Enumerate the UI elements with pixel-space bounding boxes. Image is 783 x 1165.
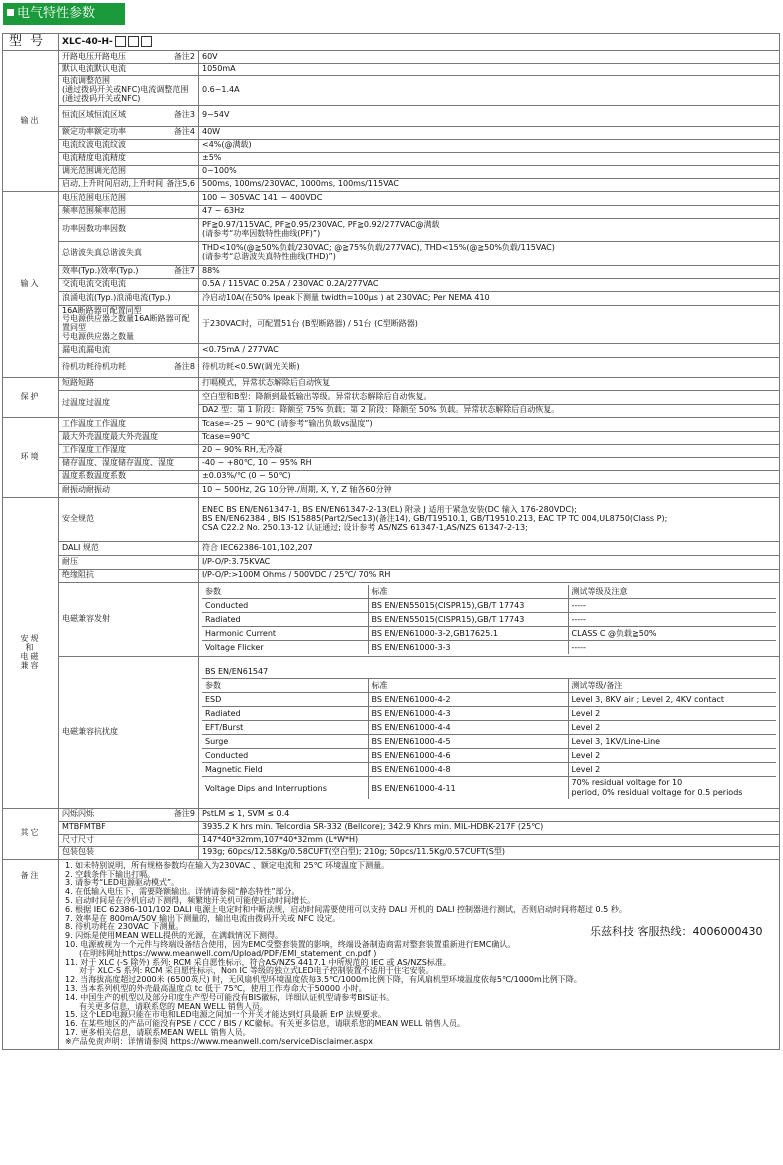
emc-cell: Conducted [202,749,368,763]
remark-line: 16. 在某些地区的产品可能没有PSE / CCC / BIS / KC徽标。有关更多信息，请联系您的MEAN WELL 销售人员。 [65,1019,466,1029]
input-category: 输入 [3,191,59,377]
output-section [3,51,780,191]
section-title: 电气特性参数 [17,6,96,21]
spec-label [59,305,199,343]
emc-cell: BS EN/EN61000-4-2 [368,693,568,707]
remark-line: 7. 效率是在 800mA/50V 输出下测量的，输出电流由拨码开关或 NFC 设定。 [65,913,341,923]
spec-label-text: 频率范围频率范围 [62,206,126,216]
spec-value: Tcase=90℃ [199,431,780,444]
dali-value: 符合 IEC62386-101,102,207 [199,541,780,555]
emc-cell: Level 2 [568,707,776,721]
spec-value: PF≧0.97/115VAC, PF≧0.95/230VAC, PF≧0.92/277VAC@满载 (请参考“功率因数特性曲线(PF)”) [199,218,780,241]
option-box-icon [115,36,126,47]
others-category: 其它 [3,808,59,859]
spec-label [59,76,199,105]
emc-cell: BS EN/EN61000-3-2,GB17625.1 [368,626,568,640]
spec-label-text: 工作温度工作温度 [62,418,126,428]
spec-label-text: 最大外壳温度最大外壳温度 [62,432,158,442]
emc-cell: ----- [568,612,776,626]
emc-cell: Radiated [202,707,368,721]
remark-line: 9. 闪烁是使用MEAN WELL提供的光源，在满载情况下测得。 [65,931,284,941]
spec-label-text: 额定功率额定功率 [62,127,126,137]
spec-label-text: 浪涌电流(Typ.)浪涌电流(Typ.) [62,292,171,302]
spec-label [59,241,199,265]
remark-line: ※产品免责声明：详情请参阅 https://www.meanwell.com/serviceDisclaimer.aspx [65,1036,373,1046]
spec-label-text: 电流纹波电流纹波 [62,140,126,150]
table-row [202,721,776,735]
spec-label-text: 过温度过温度 [62,398,110,408]
spec-value: ±5% [199,152,780,165]
spec-label-text: 开路电压开路电压 [62,51,126,61]
emc-subtable [202,585,776,654]
spec-label [59,152,199,165]
spec-label [59,457,199,470]
emc-cell: Conducted [202,598,368,612]
remark-line: 13. 当本系列机型的外壳最高温度点 tc 低于 75℃，使用工作寿命大于50000 小时。 [65,984,367,994]
table-row [202,749,776,763]
spec-value: DA2 型：第 1 阶段：降额至 75% 负载；第 2 阶段：降额至 50% 负载。异常状态解除后自动恢复。 [199,404,780,417]
spec-value: Tcase=-25 ~ 90℃ (请参考“输出负载vs温度”) [199,417,780,431]
remark-line: 12. 当海拔高度超过2000米 (6500英尺) 时，无风扇机型环境温度依每3.5℃/1000m比例下降，有风扇机型环境温度依每5℃/1000m比例下降。 [65,975,582,985]
remark-line: 有关更多信息，请联系您的 MEAN WELL 销售人员。 [79,1001,268,1011]
others-section [3,808,780,859]
emc-cell: ----- [571,642,586,652]
emc-header-cell: 测试等级及注意 [568,585,776,599]
emc-cell: Level 2 [568,763,776,777]
emc-cell: ESD [202,693,368,707]
spec-label-text: 温度系数温度系数 [62,471,126,481]
spec-note: 备注2 [173,51,195,61]
remark-line: 17. 更多相关信息，请联系MEAN WELL 销售人员。 [65,1028,251,1038]
remarks-content [59,859,780,1049]
emc-subtable-cell [199,656,780,808]
spec-label-text: 16A断路器可配置同型 号电源供应器之数量16A断路器可配置同型 号电源供应器之数量 [62,305,190,342]
spec-label-text: 电流精度电流精度 [62,153,126,163]
spec-label [59,51,199,64]
spec-label-text: 电压范围电压范围 [62,192,126,202]
spec-label-text: 交流电流交流电流 [62,279,126,289]
remark-line: 14. 中国生产的机型以及部分印度生产型号可能没有BIS徽标，详细认证机型请参考BIS证书。 [65,992,395,1002]
spec-value: 100 ~ 305VAC 141 ~ 400VDC [199,191,780,205]
spec-note: 备注9 [173,809,195,819]
emc-cell: Surge [202,735,368,749]
emc-header-cell: 参数 [202,679,368,693]
emc-cell: Level 3, 8KV air ; Level 2, 4KV contact [568,693,776,707]
emc-cell: BS EN/EN61000-4-11 [368,777,568,800]
spec-label-text: 待机功耗待机功耗 [62,361,126,371]
emc-cell: 70% residual voltage for 10 period, 0% residual voltage for 0.5 periods [571,778,743,798]
spec-value: 空白型和B型：降额到最低输出等级。异常状态解除后自动恢复。 [199,390,780,404]
protection-category: 保护 [3,377,59,417]
spec-table [2,33,780,1050]
remark-line: 15. 这个LED电源只能在市电和LED电源之间加一个开关才能达到灯具最新 ErP 法规要求。 [65,1010,386,1020]
emc-standard: BS EN/EN61547 [202,665,776,679]
spec-value: 3935.2 K hrs min. Telcordia SR-332 (Bellcore); 342.9 Khrs min. MIL-HDBK-217F (25℃) [199,821,780,834]
spec-value: 0.6~1.4A [199,76,780,105]
remark-line: 2. 空载条件下输出打嗝。 [65,869,156,879]
spec-value: 冷启动10A(在50% Ipeak下测量 twidth=100μs ) at 230VAC; Per NEMA 410 [199,291,780,305]
spec-label: DALI 规范 [59,541,199,555]
spec-label [59,218,199,241]
spec-label [59,139,199,152]
spec-note: 备注5,6 [166,179,195,189]
spec-label [59,265,199,278]
spec-label: 电磁兼容抗扰度 [59,656,199,808]
spec-value: 1050mA [199,64,780,76]
spec-label [59,846,199,859]
spec-value: THD<10%(@≧50%负载/230VAC; @≧75%负载/277VAC), THD<15%(@≧50%负载/115VAC) (请参考“总谐波失真特性曲线(THD)”) [199,241,780,265]
spec-value: 待机功耗<0.5W(调光关断) [199,357,780,377]
spec-label [59,178,199,191]
emc-header-cell: 标准 [368,679,568,693]
spec-label-text: 电流调整范围 (通过拨码开关或NFC)电流调整范围 (通过拨码开关或NFC) [62,76,189,103]
spec-value: 193g; 60pcs/12.58Kg/0.58CUFT(空白型); 210g; 50pcs/11.5Kg/0.57CUFT(S型) [199,846,780,859]
spec-label [59,417,199,431]
section-header [3,3,125,25]
option-box-icon [141,36,152,47]
spec-label [59,483,199,497]
emc-cell: CLASS C @负载≧50% [568,626,776,640]
emc-cell: BS EN/EN61000-3-3 [368,640,568,654]
spec-value: 500ms, 100ms/230VAC, 1000ms, 100ms/115VAC [199,178,780,191]
spec-label-text: 尺寸尺寸 [62,834,94,844]
spec-value: 47 ~ 63Hz [199,205,780,218]
spec-label [59,808,199,821]
spec-label [59,377,199,390]
spec-label-text: 调光范围调光范围 [62,166,126,176]
remark-line: 6. 根据 IEC 62386-101/102 DALI 电源上电定时和中断法规，启动时间需要使用可以支持 DALI 开机的 DALI 控制器进行测试，否则启动时间将超过 0.5 秒。 [65,904,627,914]
spec-label-text: 效率(Typ.)效率(Typ.) [62,266,139,276]
spec-value: -40 ~ +80℃, 10 ~ 95% RH [199,457,780,470]
withstand-value: I/P-O/P:3.75KVAC [199,555,780,569]
spec-value: 0.5A / 115VAC 0.25A / 230VAC 0.2A/277VAC [199,278,780,291]
emc-cell: Voltage Flicker [202,640,368,654]
emc-header-cell: 标准 [368,585,568,599]
table-row [202,707,776,721]
table-row [202,640,776,654]
spec-value: ±0.03%/℃ (0 ~ 50℃) [199,470,780,483]
remark-line: (在明纬网址https://www.meanwell.com/Upload/PDF/EMI_statement_cn.pdf ) [79,948,377,958]
spec-label [59,205,199,218]
output-category: 输出 [3,51,59,191]
spec-label-text: 恒流区域恒流区域 [62,110,126,120]
spec-label [59,278,199,291]
emc-cell: ----- [568,598,776,612]
spec-label-text: 储存温度、湿度储存温度、湿度 [62,458,174,468]
spec-note: 备注4 [173,127,195,137]
remark-line: 11. 对于 XLC (-S 除外) 系列: RCM 采自愿性标示，符合AS/NZS 4417.1 中所规范的 IEC 或 AS/NZS标准。 [65,957,451,967]
spec-label-text: MTBFMTBF [62,822,106,832]
spec-label [59,126,199,139]
table-row [202,626,776,640]
spec-label-text: 启动,上升时间启动,上升时间 [62,179,164,189]
spec-value: 147*40*32mm,107*40*32mm (L*W*H) [199,834,780,846]
emc-header-cell: 测试等级/备注 [568,679,776,693]
model-value: XLC-40-H- [59,34,780,51]
spec-label [59,390,199,417]
option-box-icon [128,36,139,47]
environment-section [3,417,780,497]
emc-cell: BS EN/EN55015(CISPR15),GB/T 17743 [368,612,568,626]
spec-label [59,64,199,76]
emc-cell: BS EN/EN61000-4-6 [368,749,568,763]
spec-value: PstLM ≤ 1, SVM ≤ 0.4 [199,808,780,821]
spec-label-text: 漏电流漏电流 [62,344,110,354]
safety-emc-category: 安规 和 电磁 兼容 [3,497,59,808]
spec-value: 60V [199,51,780,64]
environment-category: 环境 [3,417,59,497]
isolation-value: I/P-O/P:>100M Ohms / 500VDC / 25℃/ 70% RH [199,569,780,582]
spec-label [59,165,199,178]
protection-section [3,377,780,417]
square-bullet-icon [7,9,14,16]
spec-value: 打嗝模式，异常状态解除后自动恢复 [199,377,780,390]
spec-value: 0~100% [199,165,780,178]
remark-line: 对于 XLC-S 系列: RCM 采自愿性标示，Non IC 等级的独立式LED电子控制装置不适用于住宅安装。 [79,966,434,976]
emc-cell: Voltage Dips and Interruptions [202,777,368,800]
emc-subtable-cell [199,582,780,656]
spec-label: 电磁兼容发射 [59,582,199,656]
spec-label-text: 短路短路 [62,378,94,388]
remarks-section [3,859,780,1049]
emc-cell: Radiated [202,612,368,626]
spec-value: 40W [199,126,780,139]
service-hotline: 乐兹科技 客服热线：4006000430 [590,925,763,938]
input-section [3,191,780,377]
emc-cell: BS EN/EN61000-4-3 [368,707,568,721]
spec-label [59,431,199,444]
spec-label [59,291,199,305]
remarks-category: 备注 [3,859,59,1049]
spec-label: 耐压 [59,555,199,569]
emc-cell: Level 2 [568,721,776,735]
emc-cell: BS EN/EN61000-4-8 [368,763,568,777]
emc-cell: Level 2 [568,749,776,763]
spec-label [59,357,199,377]
table-row [202,598,776,612]
spec-label [59,470,199,483]
spec-label-text: 耐振动耐振动 [62,484,110,494]
emc-cell: Harmonic Current [202,626,368,640]
table-row [202,777,776,800]
remark-line: 5. 启动时间是在冷机启动下测得，频繁地开关机可能使启动时间增长。 [65,896,316,906]
spec-value: <0.75mA / 277VAC [199,343,780,357]
emc-cell: Magnetic Field [202,763,368,777]
safety-standards-value: ENEC BS EN/EN61347-1, BS EN/EN61347-2-13(EL) 附录 J 适用于紧急安装(DC 输入 176-280VDC); BS EN/EN62384 , BIS IS15885(Part2/Sec13)(备注14), GB/T19510.1, GB/T19510.213, EAC TP TC 004,UL8750(Class P); CSA C22.2 No. 250.13-12 认证通过; 设计参考 AS/NZS 61347-1,AS/NZS 61347-2-13; [199,497,780,541]
spec-note: 备注7 [173,266,195,276]
safety-emc-section [3,497,780,808]
model-label: 型 号 [3,34,59,51]
emc-header-cell: 参数 [202,585,368,599]
emc-cell: BS EN/EN55015(CISPR15),GB/T 17743 [368,598,568,612]
spec-label-text: 包装包装 [62,847,94,857]
emc-cell: EFT/Burst [202,721,368,735]
spec-label-text: 闪烁闪烁 [62,809,94,819]
remark-line: 4. 在低输入电压下，需要降额输出。详情请参阅“静态特性”部分。 [65,887,300,897]
spec-label: 绝缘阻抗 [59,569,199,582]
spec-value: 9~54V [199,105,780,126]
spec-label: 安全规范 [59,497,199,541]
spec-label [59,191,199,205]
emc-cell: BS EN/EN61000-4-5 [368,735,568,749]
spec-label [59,821,199,834]
emc-cell: BS EN/EN61000-4-4 [368,721,568,735]
table-row [202,735,776,749]
spec-label [59,343,199,357]
spec-label [59,834,199,846]
spec-value: 88% [199,265,780,278]
spec-value: 于230VAC时，可配置51台 (B型断路器) / 51台 (C型断路器) [199,305,780,343]
spec-value: 20 ~ 90% RH,无冷凝 [199,444,780,457]
spec-note: 备注3 [173,110,195,120]
spec-label [59,105,199,126]
spec-label-text: 工作湿度工作湿度 [62,445,126,455]
spec-value: <4%(@满载) [199,139,780,152]
remark-line: 10. 电源被视为一个元件与终端设备结合使用，因为EMC受整套装置的影响，终端设备制造商需对整套装置重新进行EMC确认。 [65,940,516,950]
spec-label-text: 功率因数功率因数 [62,224,126,234]
spec-label-text: 默认电流默认电流 [62,64,126,74]
spec-label-text: 总谐波失真总谐波失真 [62,247,142,257]
remark-line: 1. 如未特别说明，所有规格参数均在输入为230VAC 、额定电流和 25℃ 环境温度下测量。 [65,860,390,870]
remark-line: 3. 请参考“LED电源驱动模式”。 [65,878,180,888]
remark-line: 8. 待机功耗在 230VAC 下测量。 [65,922,184,932]
spec-label [59,444,199,457]
table-row [202,693,776,707]
emc-cell: Level 3, 1KV/Line-Line [568,735,776,749]
spec-note: 备注8 [173,361,195,371]
table-row [202,612,776,626]
table-row [202,763,776,777]
spec-value: 10 ~ 500Hz, 2G 10分钟./周期, X, Y, Z 轴各60分钟 [199,483,780,497]
emc-subtable [202,665,776,799]
